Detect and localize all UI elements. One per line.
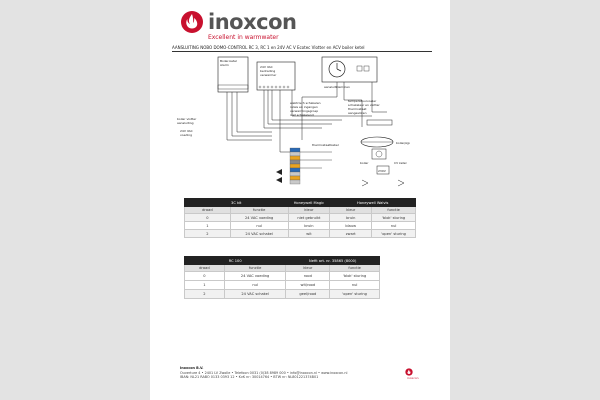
t1-col-functie2: functie xyxy=(372,207,416,214)
t1-col-functie: functie xyxy=(230,207,288,214)
document-page xyxy=(150,0,450,400)
t2-cell: 'blok' sturing xyxy=(330,272,380,281)
t1-cell: wit xyxy=(288,230,330,238)
t1-cell: nul xyxy=(372,222,416,230)
t2-cell: 1 xyxy=(185,281,225,290)
footer-bank: IBAN: NL21 RABO 0133 0393 12 • KvK nr: 30014764 • BTW nr: NL801221374B01 xyxy=(180,375,319,380)
t1-cell: nul xyxy=(230,222,288,230)
wiring-diagram xyxy=(172,52,432,192)
table-row xyxy=(185,214,416,222)
t1-col-kleur2: kleur xyxy=(330,207,372,214)
t2-cell: rood xyxy=(286,272,330,281)
t1-col-kleur1: kleur xyxy=(288,207,330,214)
note2-line2: schakelaar en vlotter xyxy=(348,103,380,107)
terminal-block xyxy=(290,148,300,184)
t1-cell: 'open' sturing xyxy=(372,230,416,238)
t1-cell: blauw xyxy=(330,222,372,230)
t2-cell: wit/rood xyxy=(286,281,330,290)
panel-label: 230V xyxy=(378,169,386,173)
t1-group-walvis: Honeywell Walvis xyxy=(330,199,416,207)
t2-col-draad: draad xyxy=(185,265,225,272)
table-row xyxy=(185,272,380,281)
t2-cell: 24 VAC voeding xyxy=(224,272,286,281)
center-label-3: verwarmer xyxy=(260,73,277,77)
left-label-1: boiler vlotter xyxy=(177,117,197,121)
cv-label: CV ketel xyxy=(394,161,407,165)
brand-tagline: Excellent in warmwater xyxy=(208,34,279,41)
clock-label: aansluitklemmen xyxy=(324,85,350,89)
t2-cell: 'open' sturing xyxy=(330,290,380,299)
t2-cell: nul xyxy=(330,281,380,290)
control-label-1: Boiler-ketel xyxy=(220,59,237,63)
flame-logo-icon xyxy=(180,10,204,34)
t2-cell: 2 xyxy=(185,290,225,299)
t2-group-nefit: Nefit art. nr. 35865 (8000) xyxy=(286,257,380,265)
t1-group-magic: Honeywell Magic xyxy=(288,199,330,207)
t2-cell: geel/rood xyxy=(286,290,330,299)
t1-cell: 0 xyxy=(185,214,231,222)
pipe-label: boilerpijp xyxy=(396,141,410,145)
note1-line1: elektrisch schakelen xyxy=(290,101,321,105)
left2-label-1: 24V VAC xyxy=(180,129,193,133)
t2-col-functie: functie xyxy=(224,265,286,272)
t2-cell: 0 xyxy=(185,272,225,281)
table-row xyxy=(185,230,416,238)
note1-line2: relais en ingangen xyxy=(290,105,318,109)
left2-label-2: voeding xyxy=(180,133,192,137)
t2-cell: 24 VAC schakel xyxy=(224,290,286,299)
footer-company: Inoxcon B.V. xyxy=(180,366,204,370)
t1-cell: 'blok' sturing xyxy=(372,214,416,222)
boiler-label: boiler xyxy=(360,161,369,165)
left-label-2: aansluiting xyxy=(177,121,194,125)
t1-group-3c: 3C kit xyxy=(185,199,289,207)
footer-address: Ouverture 4 • 2401 LV Zwolle • Telefoon 0031 (0)38 8989 000 • info@inoxcon.nl • www.inoxcon.nl xyxy=(180,370,348,375)
t2-col-kleur: kleur xyxy=(286,265,330,272)
t2-group-rc100: RC 100 xyxy=(185,257,286,265)
t1-cell: niet gebruikt xyxy=(288,214,330,222)
t1-cell: 24 VAC voeding xyxy=(230,214,288,222)
t1-col-draad: draad xyxy=(185,207,231,214)
t1-cell: bruin xyxy=(288,222,330,230)
t2-col-functie2: functie xyxy=(330,265,380,272)
control-label-2: Alarm xyxy=(220,63,229,67)
center-label-2: bedrading xyxy=(260,69,276,73)
diagram-title: AANSLUITING NOBO DOMO-CONTROL RC 3, RC 1 en 24V AC V Ecotec Vlotter en ACV boiler ketel xyxy=(172,45,432,52)
note1-line4: niet schakelend xyxy=(290,113,314,117)
table-row xyxy=(185,290,380,299)
note2-line4: aangesloten xyxy=(348,111,367,115)
connection-table-1 xyxy=(184,198,416,238)
footer xyxy=(180,366,347,380)
t2-cell: nul xyxy=(224,281,286,290)
t1-cell: bruin xyxy=(330,214,372,222)
center-label-1: 24V VAC xyxy=(260,65,273,69)
brand-name: inoxcon xyxy=(208,10,297,34)
t1-cell: zwart xyxy=(330,230,372,238)
note2-line1: temperatuurvoeler xyxy=(348,99,377,103)
table-row xyxy=(185,281,380,290)
t1-cell: 1 xyxy=(185,222,231,230)
footer-flame-icon xyxy=(405,368,413,376)
connection-table-2 xyxy=(184,256,380,299)
t1-cell: 24 VAC schakel xyxy=(230,230,288,238)
note1-line3: verwarmingsgroep xyxy=(290,109,319,113)
table-row xyxy=(185,222,416,230)
footer-logo-text: inoxcon xyxy=(407,376,419,380)
mid-label: thermostaatkabel xyxy=(312,143,339,147)
note2-line3: thermostaat xyxy=(348,107,367,111)
t1-cell: 2 xyxy=(185,230,231,238)
